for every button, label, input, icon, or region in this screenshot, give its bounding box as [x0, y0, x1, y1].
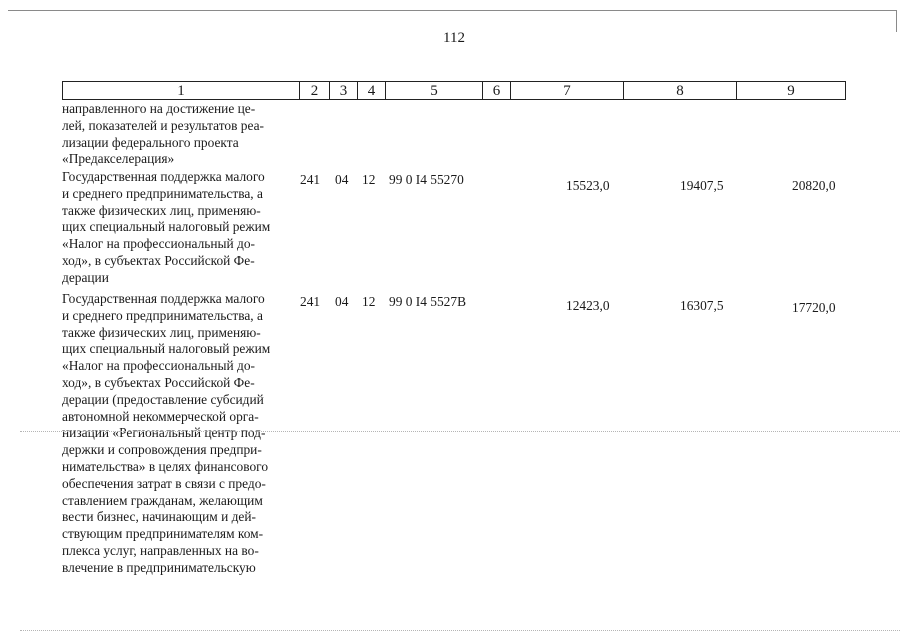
- text-line: нимательства» в целях финансового: [62, 458, 269, 474]
- scan-border-top: [8, 10, 896, 11]
- text-line: ход», в субъектах Российской Фе-: [62, 374, 255, 390]
- row-3-col-9: 17720,0: [792, 300, 836, 315]
- text-line: низации «Региональный центр под-: [62, 425, 266, 441]
- row-2-col-8: 19407,5: [680, 178, 724, 193]
- text-line: плекса услуг, направленных на во-: [62, 542, 259, 558]
- text-line: держки и сопровождения предпри-: [62, 442, 262, 458]
- row-2-col-5: 99 0 I4 55270: [389, 172, 464, 187]
- header-col-5: 5: [385, 81, 482, 100]
- header-col-7: 7: [510, 81, 623, 100]
- row-2-col-4: 12: [362, 172, 376, 187]
- row-2-col-9: 20820,0: [792, 178, 836, 193]
- text-line: также физических лиц, применяю-: [62, 324, 261, 340]
- text-line: лей, показателей и результатов реа-: [62, 117, 264, 133]
- text-line: дерации: [62, 269, 109, 285]
- text-line: щих специальный налоговый режим: [62, 341, 271, 357]
- text-line: направленного на достижение це-: [62, 101, 256, 116]
- header-col-1: 1: [62, 81, 299, 100]
- scan-artifact-line: [20, 630, 900, 631]
- text-line: обеспечения затрат в связи с предо-: [62, 475, 266, 491]
- header-col-6: 6: [482, 81, 510, 100]
- text-line: лизации федерального проекта: [62, 134, 239, 150]
- text-line: ход», в субъектах Российской Фе-: [62, 252, 255, 268]
- header-col-8: 8: [623, 81, 736, 100]
- row-3-col-4: 12: [362, 294, 376, 309]
- text-line: автономной некоммерческой орга-: [62, 408, 259, 424]
- text-line: «Предакселерация»: [62, 151, 175, 167]
- text-line: и среднего предпринимательства, а: [62, 307, 263, 323]
- text-line: «Налог на профессиональный до-: [62, 358, 256, 374]
- page-number: 112: [443, 30, 465, 46]
- row-3-col-2: 241: [300, 294, 321, 309]
- row-3-col-7: 12423,0: [566, 298, 610, 313]
- scan-border-right: [896, 10, 897, 32]
- text-line: вести бизнес, начинающим и дей-: [62, 509, 256, 525]
- text-line: и среднего предпринимательства, а: [62, 185, 263, 201]
- text-line: ствующим предпринимателям ком-: [62, 526, 264, 542]
- row-2-col-2: 241: [300, 172, 321, 187]
- header-col-9: 9: [736, 81, 846, 100]
- row-3-col-8: 16307,5: [680, 298, 724, 313]
- row-3-col-5: 99 0 I4 5527В: [389, 294, 466, 309]
- text-line: ставлением гражданам, желающим: [62, 492, 263, 508]
- row-3-col-3: 04: [335, 294, 349, 309]
- row-2-col-7: 15523,0: [566, 178, 610, 193]
- text-line: Государственная поддержка малого: [62, 169, 265, 184]
- header-col-2: 2: [299, 81, 329, 100]
- text-line: щих специальный налоговый режим: [62, 219, 271, 235]
- header-col-3: 3: [329, 81, 357, 100]
- text-line: «Налог на профессиональный до-: [62, 236, 256, 252]
- row-1-description: [62, 101, 295, 168]
- scan-artifact-line: [20, 431, 900, 432]
- text-line: влечение в предпринимательскую: [62, 559, 256, 575]
- row-2-col-3: 04: [335, 172, 349, 187]
- row-2-description: [62, 169, 295, 287]
- text-line: также физических лиц, применяю-: [62, 202, 261, 218]
- row-3-description: [62, 291, 295, 577]
- text-line: Государственная поддержка малого: [62, 291, 265, 306]
- header-col-4: 4: [357, 81, 385, 100]
- text-line: дерации (предоставление субсидий: [62, 391, 264, 407]
